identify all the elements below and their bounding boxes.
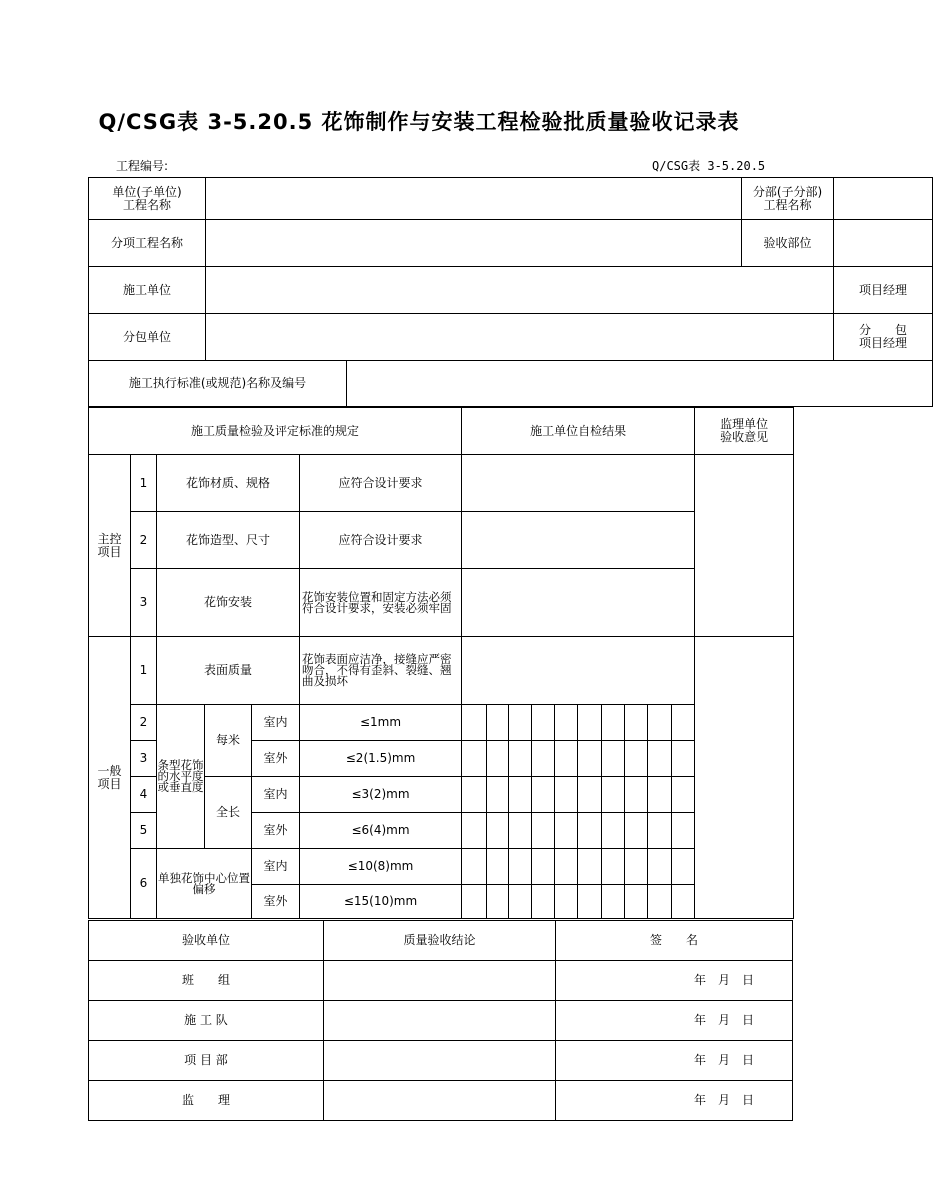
per-meter-label: 每米 — [205, 705, 252, 777]
check-cell[interactable] — [555, 777, 578, 813]
check-cell[interactable] — [532, 705, 555, 741]
standard-value[interactable] — [347, 361, 933, 407]
check-cell[interactable] — [602, 777, 625, 813]
acceptance-date[interactable]: 年 月 日 — [556, 961, 793, 1001]
single-offset-label: 单独花饰中心位置偏移 — [157, 849, 252, 919]
check-cell[interactable] — [555, 885, 578, 919]
check-cell[interactable] — [578, 813, 602, 849]
project-manager-label: 项目经理 — [834, 267, 933, 314]
check-cell[interactable] — [578, 705, 602, 741]
check-cell[interactable] — [625, 813, 648, 849]
acceptance-conclusion[interactable] — [324, 1001, 556, 1041]
tolerance-value: ≤15(10)mm — [300, 885, 462, 919]
indoor-label: 室内 — [252, 849, 300, 885]
check-cell[interactable] — [532, 741, 555, 777]
check-cell[interactable] — [509, 813, 532, 849]
general-items-label: 一般 项目 — [89, 637, 131, 919]
inspection-table — [88, 407, 794, 919]
division-label: 分部(子分部) 工程名称 — [742, 178, 834, 220]
general-item-no: 3 — [131, 741, 157, 777]
acceptance-unit: 项 目 部 — [89, 1041, 324, 1081]
check-cell[interactable] — [625, 849, 648, 885]
check-cell[interactable] — [487, 777, 509, 813]
check-cell[interactable] — [509, 741, 532, 777]
subitem-name-label: 分项工程名称 — [89, 220, 206, 267]
general-item-no: 6 — [131, 849, 157, 919]
check-cell[interactable] — [578, 849, 602, 885]
check-cell[interactable] — [672, 777, 695, 813]
check-cell[interactable] — [487, 849, 509, 885]
check-cell[interactable] — [672, 741, 695, 777]
subcontractor-label: 分包单位 — [89, 314, 206, 361]
unit-name-value[interactable] — [206, 178, 742, 220]
division-value[interactable] — [834, 178, 933, 220]
acceptance-unit-header: 验收单位 — [89, 921, 324, 961]
check-cell[interactable] — [648, 813, 672, 849]
general-item-result[interactable] — [462, 637, 695, 705]
main-item-no: 3 — [131, 569, 157, 637]
info-table — [88, 177, 933, 407]
check-cell[interactable] — [509, 705, 532, 741]
tolerance-value: ≤10(8)mm — [300, 849, 462, 885]
check-cell[interactable] — [462, 813, 487, 849]
acceptance-date[interactable]: 年 月 日 — [556, 1081, 793, 1121]
general-item-no: 2 — [131, 705, 157, 741]
check-cell[interactable] — [648, 885, 672, 919]
main-item-result[interactable] — [462, 512, 695, 569]
self-check-header: 施工单位自检结果 — [462, 408, 695, 455]
check-cell[interactable] — [532, 849, 555, 885]
check-cell[interactable] — [578, 741, 602, 777]
acceptance-sign-header: 签 名 — [556, 921, 793, 961]
acceptance-date[interactable]: 年 月 日 — [556, 1041, 793, 1081]
main-item-no: 2 — [131, 512, 157, 569]
inspection-header: 施工质量检验及评定标准的规定 — [89, 408, 462, 455]
check-cell[interactable] — [648, 741, 672, 777]
check-cell[interactable] — [462, 741, 487, 777]
check-cell[interactable] — [555, 741, 578, 777]
acceptance-unit: 施 工 队 — [89, 1001, 324, 1041]
check-cell[interactable] — [509, 885, 532, 919]
main-supervisor-opinion[interactable] — [695, 455, 794, 637]
contractor-label: 施工单位 — [89, 267, 206, 314]
strip-label: 条型花饰的水平度或垂直度 — [157, 705, 205, 849]
check-cell[interactable] — [672, 849, 695, 885]
full-length-label: 全长 — [205, 777, 252, 849]
accept-part-label: 验收部位 — [742, 220, 834, 267]
check-cell[interactable] — [532, 813, 555, 849]
check-cell[interactable] — [648, 705, 672, 741]
main-item-result[interactable] — [462, 455, 695, 512]
form-title: Q/CSG表 3-5.20.5 花饰制作与安装工程检验批质量验收记录表 — [98, 110, 740, 134]
outdoor-label: 室外 — [252, 741, 300, 777]
general-item-no: 4 — [131, 777, 157, 813]
check-cell[interactable] — [602, 885, 625, 919]
check-cell[interactable] — [672, 705, 695, 741]
check-cell[interactable] — [487, 705, 509, 741]
check-cell[interactable] — [555, 705, 578, 741]
check-cell[interactable] — [648, 849, 672, 885]
standard-label: 施工执行标准(或规范)名称及编号 — [89, 361, 347, 407]
tolerance-value: ≤2(1.5)mm — [300, 741, 462, 777]
check-cell[interactable] — [487, 813, 509, 849]
outdoor-label: 室外 — [252, 885, 300, 919]
check-cell[interactable] — [555, 849, 578, 885]
acceptance-unit: 监 理 — [89, 1081, 324, 1121]
check-cell[interactable] — [602, 705, 625, 741]
check-cell[interactable] — [602, 741, 625, 777]
indoor-label: 室内 — [252, 705, 300, 741]
sub-pm-label: 分 包 项目经理 — [834, 314, 933, 361]
check-cell[interactable] — [487, 741, 509, 777]
check-cell[interactable] — [509, 849, 532, 885]
check-cell[interactable] — [555, 813, 578, 849]
tolerance-value: ≤1mm — [300, 705, 462, 741]
subitem-name-value[interactable] — [206, 220, 742, 267]
general-item-name: 表面质量 — [157, 637, 300, 705]
contractor-value[interactable] — [206, 267, 834, 314]
check-cell[interactable] — [625, 885, 648, 919]
unit-name-label: 单位(子单位) 工程名称 — [89, 178, 206, 220]
acceptance-conclusion[interactable] — [324, 1041, 556, 1081]
project-number-label: 工程编号: — [116, 159, 169, 173]
form-code: Q/CSG表 3-5.20.5 — [652, 159, 766, 173]
check-cell[interactable] — [578, 777, 602, 813]
main-item-standard: 应符合设计要求 — [300, 512, 462, 569]
acceptance-conclusion[interactable] — [324, 1081, 556, 1121]
main-item-name: 花饰造型、尺寸 — [157, 512, 300, 569]
main-item-name: 花饰材质、规格 — [157, 455, 300, 512]
acceptance-conclusion[interactable] — [324, 961, 556, 1001]
acceptance-table — [88, 920, 793, 1121]
outdoor-label: 室外 — [252, 813, 300, 849]
main-item-standard: 花饰安装位置和固定方法必须符合设计要求，安装必须牢固 — [300, 569, 462, 637]
check-cell[interactable] — [672, 885, 695, 919]
check-cell[interactable] — [509, 777, 532, 813]
acceptance-conclusion-header: 质量验收结论 — [324, 921, 556, 961]
check-cell[interactable] — [462, 705, 487, 741]
check-cell[interactable] — [532, 885, 555, 919]
general-item-no: 5 — [131, 813, 157, 849]
indoor-label: 室内 — [252, 777, 300, 813]
check-cell[interactable] — [602, 813, 625, 849]
check-cell[interactable] — [532, 777, 555, 813]
main-item-standard: 应符合设计要求 — [300, 455, 462, 512]
tolerance-value: ≤6(4)mm — [300, 813, 462, 849]
supervisor-header: 监理单位 验收意见 — [695, 408, 794, 455]
check-cell[interactable] — [602, 849, 625, 885]
main-item-name: 花饰安装 — [157, 569, 300, 637]
acceptance-date[interactable]: 年 月 日 — [556, 1001, 793, 1041]
check-cell[interactable] — [625, 777, 648, 813]
acceptance-unit: 班 组 — [89, 961, 324, 1001]
check-cell[interactable] — [462, 849, 487, 885]
general-item-no: 1 — [131, 637, 157, 705]
main-item-no: 1 — [131, 455, 157, 512]
check-cell[interactable] — [578, 885, 602, 919]
accept-part-value[interactable] — [834, 220, 933, 267]
subcontractor-value[interactable] — [206, 314, 834, 361]
check-cell[interactable] — [625, 705, 648, 741]
main-item-result[interactable] — [462, 569, 695, 637]
tolerance-value: ≤3(2)mm — [300, 777, 462, 813]
check-cell[interactable] — [648, 777, 672, 813]
check-cell[interactable] — [462, 777, 487, 813]
main-items-label: 主控 项目 — [89, 455, 131, 637]
general-supervisor-opinion[interactable] — [695, 637, 794, 919]
check-cell[interactable] — [625, 741, 648, 777]
check-cell[interactable] — [462, 885, 487, 919]
check-cell[interactable] — [487, 885, 509, 919]
check-cell[interactable] — [672, 813, 695, 849]
general-item-standard: 花饰表面应洁净，接缝应严密吻合，不得有歪斜、裂缝、翘曲及损坏 — [300, 637, 462, 705]
